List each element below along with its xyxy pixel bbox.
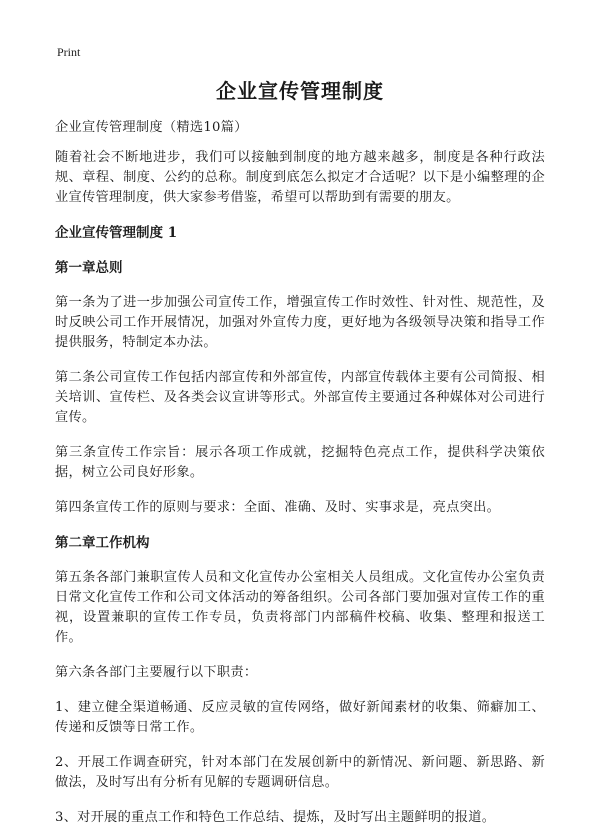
article-paragraph: 第二条公司宣传工作包括内部宣传和外部宣传，内部宣传载体主要有公司简报、相关培训、宣传栏、及各类会议宣讲等形式。外部宣传主要通过各种媒体对公司进行宣传。 <box>55 370 545 425</box>
document-subtitle: 企业宣传管理制度（精选10篇） <box>55 120 248 135</box>
article-paragraph: 第四条宣传工作的原则与要求：全面、准确、及时、实事求是，亮点突出。 <box>55 500 501 515</box>
document-title: 企业宣传管理制度 <box>216 79 384 103</box>
chapter-heading: 第一章总则 <box>55 260 123 276</box>
article-paragraph: 第三条宣传工作宗旨：展示各项工作成就，挖掘特色亮点工作，提供科学决策依据，树立公司良好形象。 <box>55 445 545 480</box>
chapter-heading: 第二章工作机构 <box>55 535 150 551</box>
article-paragraph: 第五条各部门兼职宣传人员和文化宣传办公室相关人员组成。文化宣传办公室负责日常文化宣传工作和公司文体活动的筹备组织。公司各部门要加强对宣传工作的重视，设置兼职的宣传工作专员，负责将部门内部稿件校稿、收集、整理和报送工作。 <box>55 570 545 645</box>
duty-item: 1、建立健全渠道畅通、反应灵敏的宣传网络，做好新闻素材的收集、筛癖加工、传递和反馈等日常工作。 <box>55 700 545 735</box>
article-paragraph: 第一条为了进一步加强公司宣传工作，增强宣传工作时效性、针对性、规范性，及时反映公司工作开展情况，加强对外宣传力度，更好地为各级领导决策和指导工作提供服务，特制定本办法。 <box>55 295 545 350</box>
article-paragraph: 第六条各部门主要履行以下职责： <box>55 665 258 680</box>
duty-item: 3、对开展的重点工作和特色工作总结、提炼，及时写出主题鲜明的报道。 <box>55 810 496 825</box>
intro-paragraph: 随着社会不断地进步，我们可以接触到制度的地方越来越多，制度是各种行政法规、章程、制度、公约的总称。制度到底怎么拟定才合适呢？以下是小编整理的企业宣传管理制度，供大家参考借鉴，希望可以帮助到有需要的朋友。 <box>55 150 545 205</box>
duty-item: 2、开展工作调查研究，针对本部门在发展创新中的新情况、新问题、新思路、新做法，及时写出有分析有见解的专题调研信息。 <box>55 755 545 790</box>
print-link[interactable]: Print <box>57 45 81 59</box>
section-heading: 企业宣传管理制度 1 <box>55 225 178 241</box>
